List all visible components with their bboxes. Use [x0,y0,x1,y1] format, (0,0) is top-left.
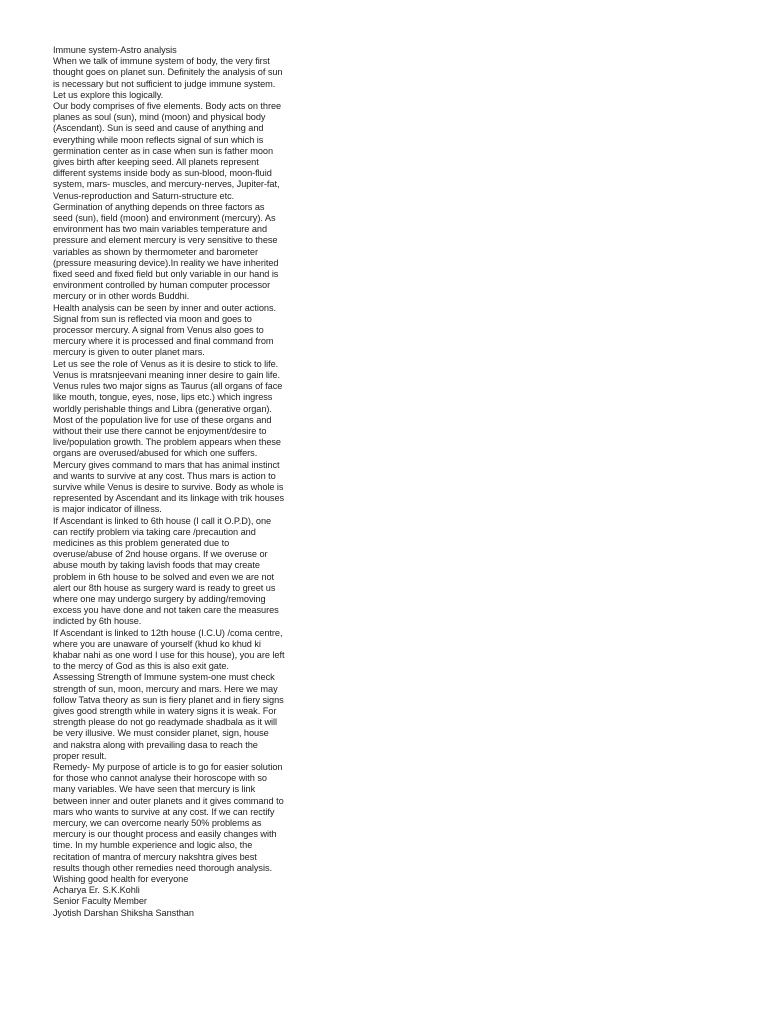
paragraph-remedy: Remedy- My purpose of article is to go for easier solution for those who cannot analyse their horoscope with so many variables. We have seen that mercury is link between inner and outer planets and it gives command to mars who wants to survive at any cost. If we can rectify mercury, we can overcome nearly 50% problems as mercury is our thought process and easily changes with time. In my humble experience and logic also, the recitation of mantra of mercury nakshtra gives best results though other remedies need thorough analysis. Wishing good health for everyone [53,762,284,885]
paragraph-health-analysis: Health analysis can be seen by inner and outer actions. Signal from sun is reflected via moon and goes to processor mercury. A signal from Venus also goes to mercury where it is processed and final command from mercury is given to outer planet mars. [53,302,276,358]
paragraph-germination: Germination of anything depends on three factors as seed (sun), field (moon) and environment (mercury). As environment has two main variables temperature and pressure and element mercury is very sensitive to these variables as shown by thermometer and barometer (pressure measuring device).In reality we have inherited fixed seed and fixed field but only variable in our hand is environment controlled by human computer processor mercury or in other words Buddhi. [53,201,279,302]
paragraph-mercury-mars: Mercury gives command to mars that has animal instinct and wants to survive at any cost. Thus mars is action to survive while Venus is desire to survive. Body as whole is represented by Ascendant and its linkage with trik houses is major indicator of illness. [53,459,285,515]
author-role: Senior Faculty Member [53,896,147,907]
paragraph-sixth-house: If Ascendant is linked to 6th house (I call it O.P.D), one can rectify problem via taking care /precaution and medicines as this problem generated due to overuse/abuse of 2nd house organs. If we overuse or abuse mouth by taking lavish foods that may create problem in 6th house to be solved and even we are not alert our 8th house as surgery ward is ready to greet us where one may undergo surgery by adding/removing excess you have done and not taken care the measures indicted by 6th house. [53,515,279,627]
paragraph-intro: When we talk of immune system of body, the very first thought goes on planet sun. Definitely the analysis of sun is necessary but not sufficient to judge immune system. Let us explore this logically. [53,56,283,100]
signature-block [53,885,285,919]
author-name: Acharya Er. S.K.Kohli [53,885,140,896]
article-column [53,45,285,919]
author-organization: Jyotish Darshan Shiksha Sansthan [53,907,194,918]
paragraph-five-elements: Our body comprises of five elements. Body acts on three planes as soul (sun), mind (moon) and physical body (Ascendant). Sun is seed and cause of anything and everything while moon reflects signal of sun which is germination center as in case when sun is father moon gives birth after keeping seed. All planets represent different systems inside body as sun-blood, moon-fluid system, mars- muscles, and mercury-nerves, Jupiter-fat, Venus-reproduction and Saturn-structure etc. [53,101,282,201]
article-title: Immune system-Astro analysis [53,45,177,55]
paragraph-twelfth-house: If Ascendant is linked to 12th house (I.C.U) /coma centre, where you are unaware of yourself (khud ko khud ki khabar nahi as one word I use for this house), you are left to the mercy of God as this is also exit gate. [53,627,285,672]
paragraph-assessing-strength: Assessing Strength of Immune system-one must check strength of sun, moon, mercury and mars. Here we may follow Tatva theory as sun is fiery planet and in fiery signs gives good strength while in watery signs it is weak. For strength please do not go readymade shadbala as it will be very illusive. We must consider planet, sign, house and nakstra along with prevailing dasa to reach the proper result. [53,672,284,761]
paragraph-venus-role: Let us see the role of Venus as it is desire to stick to life. Venus is mratsnjeevani meaning inner desire to gain life. Venus rules two major signs as Taurus (all organs of face like mouth, tongue, eyes, nose, lips etc.) which ingress worldly perishable things and Libra (generative organ). Most of the population live for use of these organs and without their use there cannot be enjoyment/desire to live/population growth. The problem appears when these organs are overused/abused for which one suffers. [53,358,283,459]
